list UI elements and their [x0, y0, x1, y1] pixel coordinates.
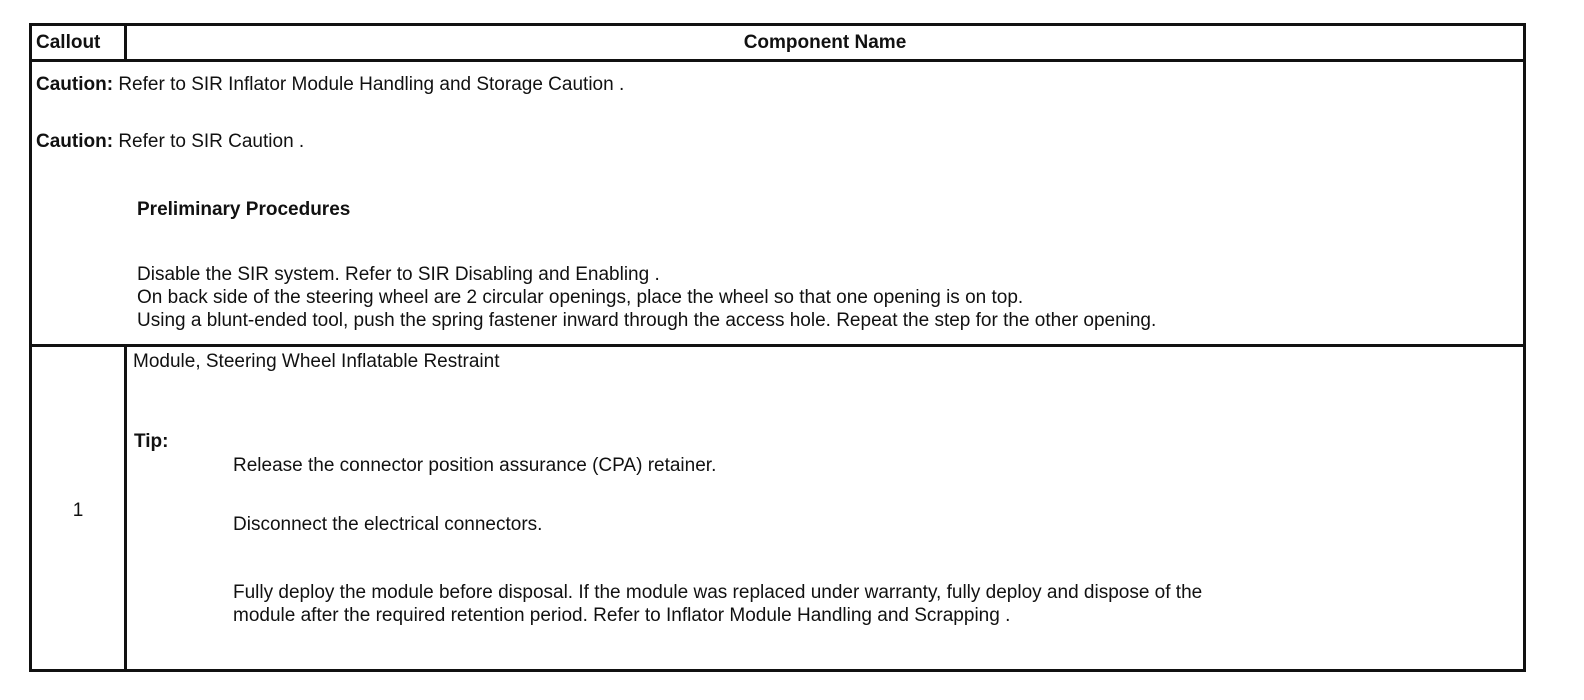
- caution-2-text: Refer to SIR Caution .: [113, 131, 305, 152]
- row1-column-divider: [124, 347, 127, 669]
- procedure-table: [29, 23, 1526, 672]
- header-component-name: Component Name: [743, 32, 907, 53]
- caution-1-label: Caution:: [36, 74, 114, 95]
- row-divider: [32, 344, 1523, 347]
- row1-component-name: Module, Steering Wheel Inflatable Restraint: [133, 351, 500, 372]
- header-callout: Callout: [36, 32, 101, 53]
- tip-label: Tip:: [134, 431, 169, 452]
- caution-1: [36, 73, 624, 97]
- tip-step: module after the required retention period. Refer to Inflator Module Handling and Scrapping .: [233, 605, 1011, 626]
- caution-2: [36, 130, 304, 154]
- preliminary-step: Disable the SIR system. Refer to SIR Disabling and Enabling .: [137, 264, 660, 285]
- preliminary-step: On back side of the steering wheel are 2 circular openings, place the wheel so that one opening is on top.: [137, 287, 1024, 308]
- caution-1-text: Refer to SIR Inflator Module Handling and Storage Caution .: [113, 74, 625, 95]
- tip-step: Disconnect the electrical connectors.: [233, 514, 543, 535]
- caution-2-label: Caution:: [36, 131, 114, 152]
- row1-callout-number: 1: [72, 500, 84, 521]
- preliminary-step: Using a blunt-ended tool, push the spring fastener inward through the access hole. Repeat the step for the other opening.: [137, 310, 1157, 331]
- preliminary-procedures-heading: Preliminary Procedures: [137, 199, 351, 220]
- tip-step: Fully deploy the module before disposal. If the module was replaced under warranty, fully deploy and dispose of the: [233, 582, 1203, 603]
- tip-step: Release the connector position assurance (CPA) retainer.: [233, 455, 717, 476]
- header-divider: [32, 59, 1523, 62]
